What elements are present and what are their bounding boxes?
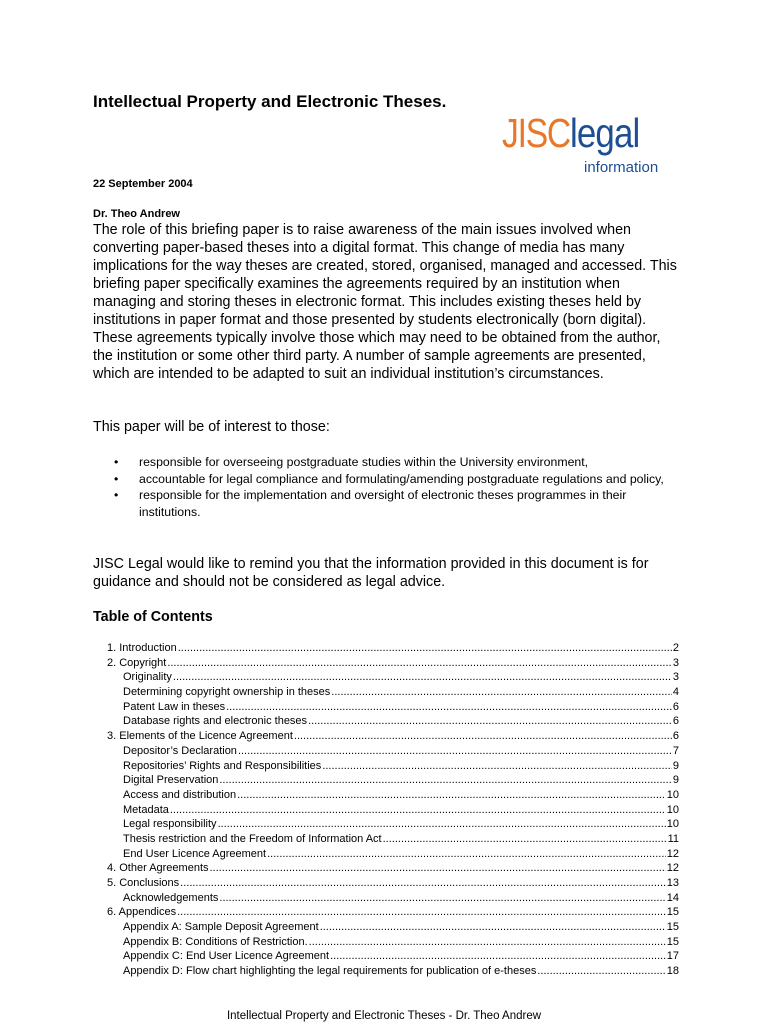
toc-entry-label: End User Licence Agreement [123,847,267,860]
toc-entry[interactable] [107,920,679,935]
toc-entry-page: 6 [672,715,679,728]
toc-leader-dots [537,964,665,979]
intro-paragraph: The role of this briefing paper is to raise awareness of the main issues involved when converting paper-based theses into a digital format. This change of media has many implications for the way theses are created, stored, organised, managed and accessed. This briefing paper specifically examines the agreements required by an institution when managing and storing theses in electronic format. This includes existing theses held by institutions in paper format and those presented by students electronically (born digital). These agreements typically involve those which may need to be obtained from the author, the institution or some other third party. A number of sample agreements are presented, which are intended to be adapted to suit an individual institution’s circumstances. [93,222,677,382]
toc-entry-label: Depositor’s Declaration [123,744,237,757]
toc-entry[interactable] [107,700,679,715]
toc-entry-label: Metadata [123,803,169,816]
toc-entry-label: 6. Appendices [107,906,177,919]
toc-entry-page: 17 [666,950,679,963]
interest-lead: This paper will be of interest to those: [93,419,330,435]
toc-leader-dots [167,656,672,671]
toc-entry-page: 3 [672,671,679,684]
toc-entry[interactable] [107,891,679,906]
toc-entry-page: 15 [666,906,679,919]
toc-leader-dots [173,670,672,685]
page-footer: Intellectual Property and Electronic Theses - Dr. Theo Andrew [226,1010,542,1022]
toc-entry-page: 3 [672,656,679,669]
toc-entry-label: Patent Law in theses [123,700,226,713]
toc-entry-page: 7 [672,744,679,757]
document-author: Dr. Theo Andrew [93,208,180,220]
toc-entry-label: Thesis restriction and the Freedom of Information Act [123,832,382,845]
toc-leader-dots [383,832,667,847]
toc-entry[interactable] [107,729,679,744]
toc-entry-label: Database rights and electronic theses [123,715,308,728]
toc-entry[interactable] [107,803,679,818]
toc-entry[interactable] [107,949,679,964]
toc-leader-dots [219,891,665,906]
toc-leader-dots [331,685,672,700]
toc-leader-dots [267,847,666,862]
document-title: Intellectual Property and Electronic Theses. [93,92,447,111]
toc-entry-label: Appendix C: End User Licence Agreement [123,950,330,963]
jisc-legal-logo [502,110,677,179]
toc-entry-label: 5. Conclusions [107,877,180,889]
toc-entry-label: 1. Introduction [107,642,177,654]
toc-entry[interactable] [107,685,679,700]
toc-leader-dots [309,935,666,950]
toc-leader-dots [237,788,666,803]
toc-entry[interactable] [107,744,679,759]
list-item: • responsible for overseeing postgraduate studies within the University environment, [110,454,690,471]
toc-entry[interactable] [107,670,679,685]
disclaimer-paragraph: JISC Legal would like to remind you that the information provided in this document is for guidance and should not be considered as legal advice. [93,556,649,590]
toc-entry[interactable] [107,876,679,891]
toc-leader-dots [330,949,666,964]
toc-entry-label: Determining copyright ownership in theses [123,686,331,699]
list-item: • accountable for legal compliance and formulating/amending postgraduate regulations and policy, [110,471,690,488]
toc-entry[interactable] [107,641,679,656]
toc-entry-label: 4. Other Agreements [107,862,209,875]
toc-entry[interactable] [107,656,679,671]
toc-entry-page: 2 [672,642,679,654]
toc-entry-label: Appendix B: Conditions of Restriction. [123,935,308,948]
toc-entry-page: 10 [666,818,679,831]
toc-entry-page: 14 [666,891,679,904]
toc-leader-dots [178,641,672,656]
logo-legal-text: legal [570,110,640,156]
toc-entry[interactable] [107,759,679,774]
toc-entry-page: 15 [666,935,679,948]
toc-entry-page: 4 [672,686,679,699]
toc-leader-dots [320,920,666,935]
logo-jisc-text: JISC [502,110,570,156]
toc-entry-label: Acknowledgements [123,891,219,904]
toc-leader-dots [226,700,672,715]
toc-entry-label: Legal responsibility [123,818,217,831]
toc-entry-label: Appendix D: Flow chart highlighting the legal requirements for publication of e-theses [123,965,537,978]
toc-entry-page: 15 [666,921,679,934]
toc-entry[interactable] [107,847,679,862]
toc-entry-page: 10 [666,788,679,801]
toc-entry-page: 9 [672,774,679,787]
toc-entry-label: 2. Copyright [107,656,167,669]
toc-entry-page: 9 [672,759,679,772]
logo-information-text: information [584,159,659,176]
toc-entry[interactable] [107,817,679,832]
audience-list [110,454,690,520]
document-date: 22 September 2004 [93,178,193,190]
toc-entry-page: 18 [666,965,679,978]
toc-entry[interactable] [107,773,679,788]
toc-entry-label: Digital Preservation [123,774,219,787]
toc-heading: Table of Contents [93,609,213,625]
toc-leader-dots [210,861,666,876]
toc-leader-dots [218,817,666,832]
toc-entry[interactable] [107,714,679,729]
list-item: • responsible for the implementation and oversight of electronic theses programmes in their institutions. [110,487,690,520]
toc-entry-page: 10 [666,803,679,816]
toc-leader-dots [177,905,666,920]
toc-leader-dots [180,876,666,891]
toc-leader-dots [219,773,672,788]
toc-entry-label: Access and distribution [123,788,237,801]
toc-entry-page: 6 [672,730,679,743]
toc-leader-dots [238,744,672,759]
toc-entry-page: 6 [672,700,679,713]
toc-leader-dots [322,759,672,774]
toc-leader-dots [170,803,666,818]
toc-entry[interactable] [107,788,679,803]
toc-entry-label: 3. Elements of the Licence Agreement [107,730,293,743]
toc-leader-dots [294,729,672,744]
toc-entry[interactable] [107,832,679,847]
toc-entry-page: 12 [666,847,679,860]
toc-entry[interactable] [107,935,679,950]
table-of-contents [107,641,679,979]
toc-entry-page: 12 [666,862,679,875]
toc-entry[interactable] [107,861,679,876]
toc-entry-label: Originality [123,671,172,684]
toc-leader-dots [308,714,672,729]
toc-entry[interactable] [107,964,679,979]
toc-entry-page: 11 [667,832,679,845]
toc-entry-label: Appendix A: Sample Deposit Agreement [123,921,319,934]
toc-entry[interactable] [107,905,679,920]
toc-entry-label: Repositories’ Rights and Responsibilities [123,759,322,772]
toc-entry-page: 13 [666,877,679,889]
